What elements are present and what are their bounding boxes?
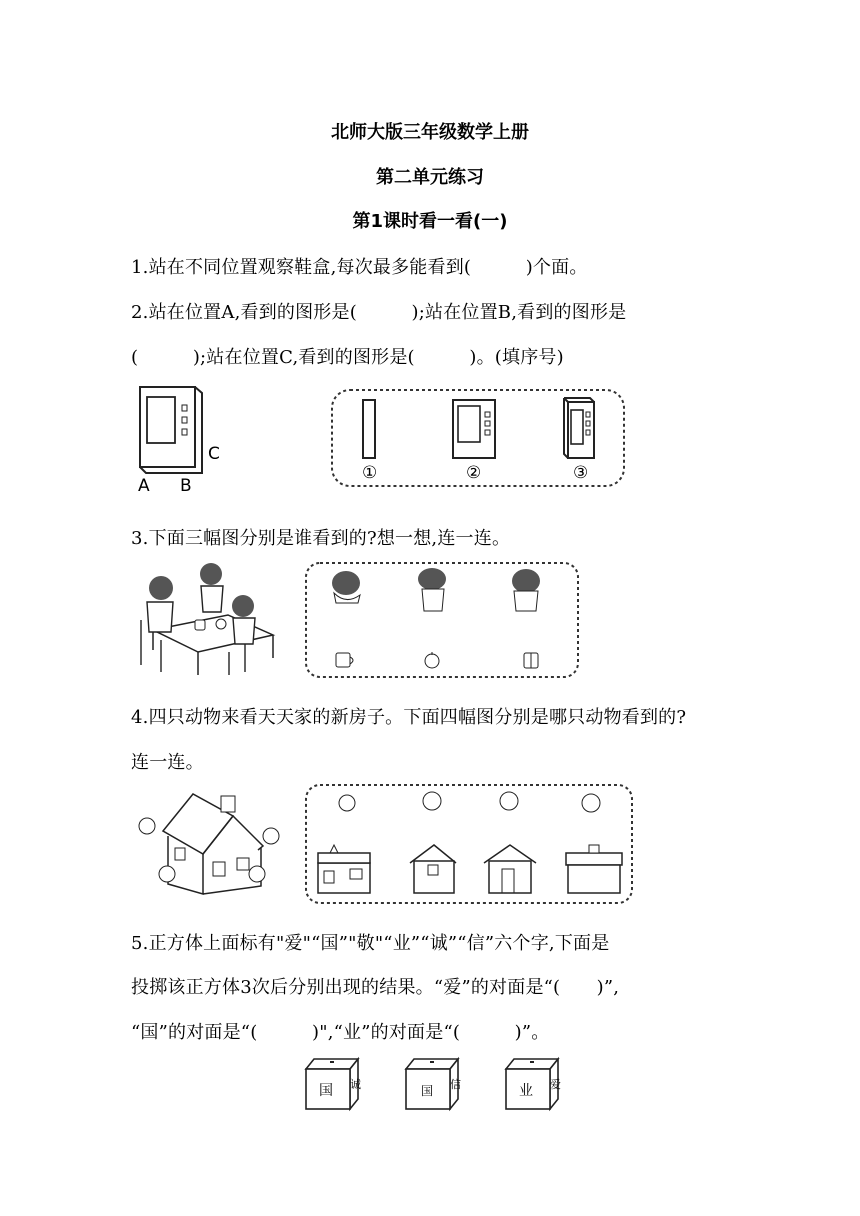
view-child-2 [418,568,446,611]
shoebox-figure [132,383,232,498]
dice-figure [300,1055,580,1113]
view-cylinder-icon [524,653,538,668]
question-2-line-2: ( );站在位置C,看到的图形是( )。(填序号) [131,347,564,368]
q4-options-box [304,783,634,905]
lesson-title: 第1课时看一看(一) [352,211,508,232]
house-view-4 [566,845,622,893]
view-child-1 [332,571,360,603]
q3-options-box [304,561,580,679]
position-label-a: A [138,476,150,496]
question-5-line-1: 5.正方体上面标有"爱"“国”"敬"“业”“诚”“信”六个字,下面是 [131,933,610,954]
cube-3-side: 爱 [550,1078,561,1091]
animal-2-icon [423,792,441,810]
question-4-line-2: 连一连。 [131,752,204,773]
house-view-3 [484,845,536,893]
cube-2 [406,1059,461,1109]
question-5-line-2: 投掷该正方体3次后分别出现的结果。“爱”的对面是“( )”, [131,977,620,998]
unit-title: 第二单元练习 [376,167,484,188]
cube-1-front: 国 [319,1083,333,1099]
option-label-2: ② [466,463,482,483]
house-view-2 [410,845,456,893]
cube-1 [306,1059,361,1109]
animal-1-icon [339,795,355,811]
position-label-b: B [180,476,192,496]
animal-4-icon [582,794,600,812]
view-cup-icon [336,653,353,667]
view-ball-icon [425,652,439,668]
option-label-1: ① [362,463,378,483]
children-at-table-figure [133,560,283,680]
question-5-line-3: “国”的对面是“( )",“业”的对面是“( )”。 [131,1022,550,1043]
cube-3-front: 业 [519,1083,533,1099]
question-2-line-1: 2.站在位置A,看到的图形是( );站在位置B,看到的图形是 [131,302,627,323]
option-3-image [564,398,594,458]
house-view-1 [318,845,370,893]
question-3-text: 3.下面三幅图分别是谁看到的?想一想,连一连。 [131,528,511,549]
animal-3-icon [500,792,518,810]
cube-3 [506,1059,561,1109]
question-4-line-1: 4.四只动物来看天天家的新房子。下面四幅图分别是哪只动物看到的? [131,707,687,728]
option-1-image [363,400,375,458]
cube-2-front: 国 [421,1084,434,1098]
position-label-c: C [208,444,220,464]
house-with-animals-figure [133,786,293,904]
view-child-3 [512,569,540,611]
q2-options-box [330,388,626,490]
option-label-3: ③ [573,463,589,483]
cube-2-side: 信 [450,1078,461,1091]
book-title: 北师大版三年级数学上册 [331,122,529,143]
cube-1-side: 诚 [350,1078,361,1091]
option-2-image [453,400,495,458]
question-1-text: 1.站在不同位置观察鞋盒,每次最多能看到( )个面。 [131,257,588,278]
